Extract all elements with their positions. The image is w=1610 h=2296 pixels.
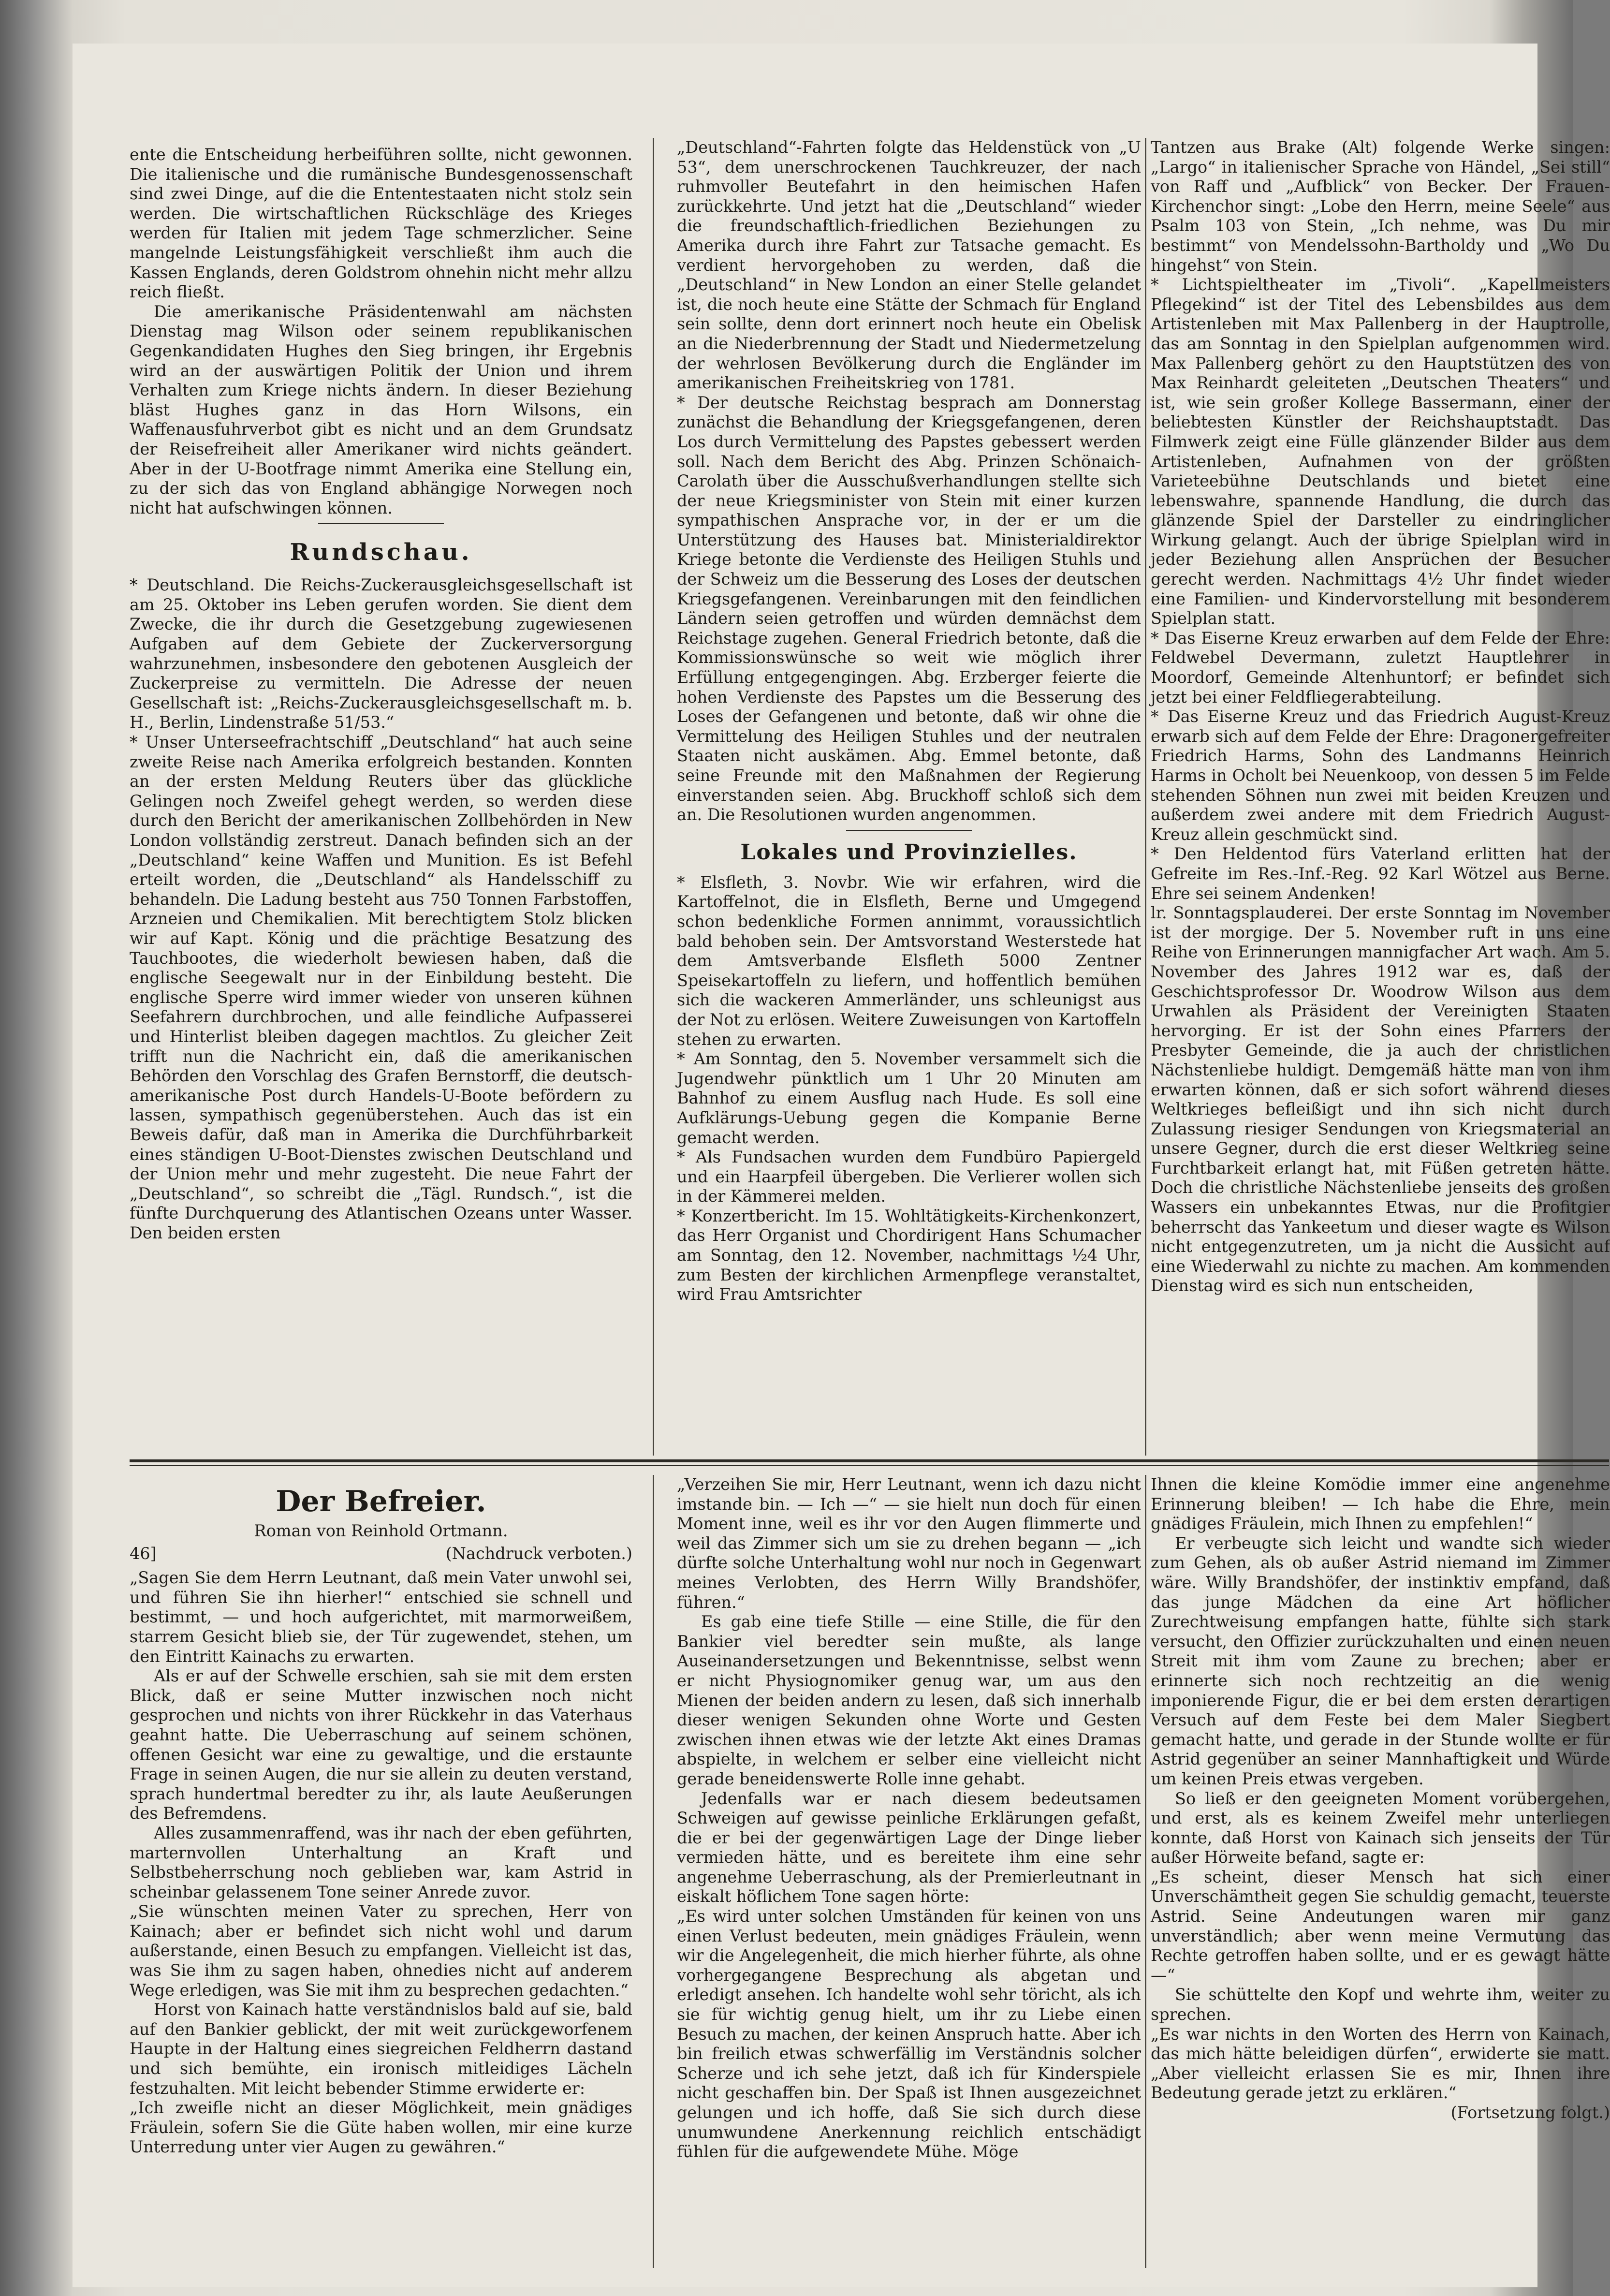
article-text: Tantzen aus Brake (Alt) folgende Werke singen: „Largo“ in italienischer Sprache von Händel, „Sei still“ von Raff und „Aufblick“ von Becker. Der Frauen-Kirchenchor singt: „Lobe den Herrn, meine Seele“ aus Psalm 103 von Stein, „Ich nehme, was Du mir bestimmt“ von Mendelssohn-Bartholdy und „Wo Du hingehst“ von Stein.: [1151, 138, 1610, 275]
column-1-top: [130, 145, 632, 1456]
novel-text: „Sagen Sie dem Herrn Leutnant, daß mein Vater unwohl sei, und führen Sie ihn hierher!“ entschied sie schnell und bestimmt, — und hoch aufgerichtet, mit marmorweißem, starrem Gesicht blieb sie, der Tür zugewendet, stehen, um den Eintritt Kainachs zu erwarten.: [130, 1568, 632, 1666]
novel-meta: [130, 1544, 632, 1564]
article-text: * Unser Unterseefrachtschiff „Deutschland“ hat auch seine zweite Reise nach Amerika erfolgreich bestanden. Konnten an der ersten Meldung Reuters über das glückliche Gelingen noch Zweifel gehegt werden, so werden diese durch den Bericht der amerikanischen Zollbehörden in New London vollständig zerstreut. Danach befinden sich an der „Deutschland“ keine Waffen und Munition. Es ist Befehl erteilt worden, die „Deutschland“ als Handelsschiff zu behandeln. Die Ladung besteht aus 750 Tonnen Farbstoffen, Arzneien und Chemikalien. Mit berechtigtem Stolz blicken wir auf Kapt. König und die prächtige Besatzung des Tauchbootes, die wiederholt bewiesen haben, daß die englische Seegewalt nur in der Einbildung besteht. Die englische Sperre wird immer wieder von unseren kühnen Seefahrern durchbrochen, und alle feindliche Aufpasserei und Hinterlist bleiben dagegen machtlos. Zu gleicher Zeit trifft nun die Nachricht ein, daß die amerikanischen Behörden den Vorschlag des Grafen Bernstorff, die deutsch-amerikanische Post durch Handels-U-Boote befördern zu lassen, sympathisch gegenüberstehen. Auch das ist ein Beweis dafür, daß man in Amerika die Durchführbarkeit eines ständigen U-Boot-Dienstes zwischen Deutschland und der Union mehr und mehr zugesteht. Die neue Fahrt der „Deutschland“, so schreibt die „Tägl. Rundsch.“, ist die fünfte Durchquerung des Atlantischen Ozeans unter Wasser. Den beiden ersten: [130, 733, 632, 1242]
article-text: * Das Eiserne Kreuz erwarben auf dem Felde der Ehre: Feldwebel Devermann, zuletzt Hauptlehrer in Moordorf, Gemeinde Altenhuntorf; er befindet sich jetzt bei einer Feldfliegerabteilung.: [1151, 628, 1610, 706]
novel-text: „Es scheint, dieser Mensch hat sich einer Unverschämtheit gegen Sie schuldig gemacht, teuerste Astrid. Seine Andeutungen waren mir ganz unverständlich; aber wenn meine Vermutung das Rechte getroffen haben sollte, und er es gewagt hätte —“: [1151, 1867, 1610, 1985]
novel-text: Es gab eine tiefe Stille — eine Stille, die für den Bankier viel beredter sein mußte, als lange Auseinandersetzungen und Bekenntnisse, selbst wenn er nicht Physiognomiker genug war, um aus den Mienen der beiden andern zu lesen, daß sich innerhalb dieser wenigen Sekunden ohne Worte und Gesten zwischen ihnen etwas wie der letzte Akt eines Dramas abspielte, in welchem er selber eine vielleicht nicht gerade beneidenswerte Rolle inne gehabt.: [677, 1612, 1141, 1788]
article-text: * Der deutsche Reichstag besprach am Donnerstag zunächst die Behandlung der Kriegsgefangenen, deren Los durch Vermittelung des Papstes gebessert werden soll. Nach dem Bericht des Abg. Prinzen Schönaich-Carolath über die Ausschußverhandlungen stellte sich der neue Kriegsminister von Stein mit einer kurzen sympathischen Ansprache vor, in der er um die Unterstützung des Hauses bat. Ministerialdirektor Kriege betonte die Verdienste des Heiligen Stuhls und der Schweiz um die Besserung des Loses der deutschen Kriegsgefangenen. Vereinbarungen mit den feindlichen Ländern seien getroffen und würden demnächst dem Reichstage zugehen. General Friedrich betonte, daß die Kommissionswünsche so weit wie möglich ihrer Erfüllung entgegengingen. Abg. Erzberger feierte die hohen Verdienste des Papstes um die Besserung des Loses der Gefangenen und betonte, daß wir ohne die Vermittelung des Heiligen Stuhles und der neutralen Staaten nicht auskämen. Abg. Emmel betonte, daß seine Freunde mit den Maßnahmen der Regierung einverstanden seien. Abg. Bruckhoff schloß sich dem an. Die Resolutionen wurden angenommen.: [677, 393, 1141, 824]
article-text: * Das Eiserne Kreuz und das Friedrich August-Kreuz erwarb sich auf dem Felde der Ehre: Dragonergefreiter Friedrich Harms, Sohn des Landmanns Heinrich Harms in Ocholt bei Neuenkoop, von dessen 5 im Felde stehenden Söhnen nun zwei mit beiden Kreuzen und außerdem zwei andere mit dem Friedrich August-Kreuz allein geschmückt sind.: [1151, 707, 1610, 844]
novel-text: Jedenfalls war er nach diesem bedeutsamen Schweigen auf gewisse peinliche Erklärungen gefaßt, die er bei der gegenwärtigen Lage der Dinge lieber vermieden hätte, und es bereitete ihm eine sehr angenehme Ueberraschung, als der Premierleutnant in eiskalt höflichem Tone sagen hörte:: [677, 1789, 1141, 1906]
novel-column-3: [1151, 1475, 1610, 2278]
novel-column-2: [677, 1475, 1141, 2278]
section-title-rundschau: Rundschau.: [290, 539, 472, 566]
article-text: * Deutschland. Die Reichs-Zuckerausgleichsgesellschaft ist am 25. Oktober ins Leben gerufen worden. Sie dient dem Zwecke, die ihr durch die Gesetzgebung zugewiesenen Aufgaben auf dem Gebiete der Zuckerversorgung wahrzunehmen, insbesondere den gebotenen Ausgleich der Zuckerpreise zu vermitteln. Die Adresse der neuen Gesellschaft ist: „Reichs-Zuckerausgleichsgesellschaft m. b. H., Berlin, Lindenstraße 51/53.“: [130, 575, 632, 732]
newspaper-page: [73, 44, 1610, 2287]
installment-number: 46]: [130, 1544, 157, 1563]
novel-text: Als er auf der Schwelle erschien, sah sie mit dem ersten Blick, daß er seine Mutter inzwischen noch nicht gesprochen und nichts von ihrer Rückkehr in das Vaterhaus geahnt hatte. Die Ueberraschung auf seinem schönen, offenen Gesicht war eine zu gewaltige, und die erstaunte Frage in seinen Augen, die nur sie allein zu deuten verstand, sprach hundertmal beredter zu ihr, als laute Aeußerungen des Befremdens.: [130, 1666, 632, 1823]
article-text: * Als Fundsachen wurden dem Fundbüro Papiergeld und ein Haarpfeil übergeben. Die Verlierer wollen sich in der Kämmerei melden.: [677, 1148, 1141, 1206]
novel-title: Der Befreier.: [276, 1485, 486, 1518]
novel-text: „Ich zweifle nicht an dieser Möglichkeit, mein gnädiges Fräulein, sofern Sie die Güte haben wollen, mir eine kurze Unterredung unter vier Augen zu gewähren.“: [130, 2098, 632, 2157]
column-divider: [1145, 1475, 1146, 2268]
feuilleton-separator: [130, 1465, 1609, 1466]
novel-text: Sie schüttelte den Kopf und wehrte ihm, weiter zu sprechen.: [1151, 1985, 1610, 2024]
novel-text: „Es war nichts in den Worten des Herrn von Kainach, das mich hätte beleidigen dürfen“, erwiderte sie matt. „Aber vielleicht erlassen Sie es mir, Ihnen ihre Bedeutung gerade jetzt zu erklären.“: [1151, 2024, 1610, 2103]
section-title-lokales: Lokales und Provinzielles.: [740, 839, 1078, 865]
reprint-notice: (Nachdruck verboten.): [445, 1544, 632, 1563]
novel-text: „Verzeihen Sie mir, Herr Leutnant, wenn ich dazu nicht imstande bin. — Ich —“ — sie hielt nun doch für einen Moment inne, weil es ihr vor den Augen flimmerte und weil das Zimmer sich um sie zu drehen begann — „ich dürfte solche Unterhaltung wohl nur noch in Gegenwart meines Verlobten, des Herrn Willy Brandshöfer, führen.“: [677, 1475, 1141, 1612]
article-text: * Lichtspieltheater im „Tivoli“. „Kapellmeisters Pflegekind“ ist der Titel des Lebensbildes aus dem Artistenleben mit Max Pallenberg in der Hauptrolle, das am Sonntag in den Spielplan aufgenommen wird. Max Pallenberg gehört zu den Hauptstützen des von Max Reinhardt geleiteten „Deutschen Theaters“ und ist, wie sein großer Kollege Bassermann, einer der beliebtesten Künstler der Reichshauptstadt. Das Filmwerk zeigt eine Fülle glänzender Bilder aus dem Artistenleben, Aufnahmen von der größten Varieteebühne Deutschlands und bietet eine lebenswahre, spannende Handlung, die durch das glänzende Spiel der Darsteller zu eindringlicher Wirkung gelangt. Auch der übrige Spielplan wird in jeder Beziehung allen Ansprüchen der Besucher gerecht werden. Nachmittags 4½ Uhr findet wieder eine Familien- und Kindervorstellung mit besonderem Spielplan statt.: [1151, 275, 1610, 628]
novel-text: Horst von Kainach hatte verständnislos bald auf sie, bald auf den Bankier geblickt, der mit weit zurückgeworfenem Haupte in der Haltung eines siegreichen Feldherrn dastand und sich bemühte, ein ironisch mitleidiges Lächeln festzuhalten. Mit leicht bebender Stimme erwiderte er:: [130, 2000, 632, 2098]
column-2-top: [677, 138, 1141, 1456]
divider: [318, 523, 444, 524]
feuilleton-separator: [130, 1459, 1609, 1462]
novel-text: Alles zusammenraffend, was ihr nach der eben geführten, marternvollen Unterhaltung an Kraft und Selbstbeherrschung noch geblieben war, kam Astrid in scheinbar gelassenem Tone seiner Anrede zuvor.: [130, 1823, 632, 1901]
novel-column-1: [130, 1475, 632, 2278]
column-3-top: [1151, 138, 1610, 1456]
continued-note: (Fortsetzung folgt.): [1450, 2103, 1610, 2122]
article-text: * Am Sonntag, den 5. November versammelt sich die Jugendwehr pünktlich um 1 Uhr 20 Minuten am Bahnhof zu einem Ausflug nach Hude. Es soll eine Aufklärungs-Uebung gegen die Kompanie Berne gemacht werden.: [677, 1049, 1141, 1147]
novel-text: Ihnen die kleine Komödie immer eine angenehme Erinnerung bleiben! — Ich habe die Ehre, mein gnädiges Fräulein, mich Ihnen zu empfehlen!“: [1151, 1475, 1610, 1533]
divider: [846, 830, 972, 831]
column-divider: [653, 138, 654, 1456]
article-text: * Den Heldentod fürs Vaterland erlitten hat der Gefreite im Res.-Inf.-Reg. 92 Karl Wötzel aus Berne. Ehre sei seinem Andenken!: [1151, 844, 1610, 903]
article-text: Die amerikanische Präsidentenwahl am nächsten Dienstag mag Wilson oder seinem republikanischen Gegenkandidaten Hughes den Sieg bringen, ihr Ergebnis wird an der auswärtigen Politik der Union und ihrem Verhalten zum Kriege nichts ändern. In dieser Beziehung bläst Hughes ganz in das Horn Wilsons, ein Waffenausfuhrverbot gibt es nicht und an dem Grundsatz der Reisefreiheit aller Amerikaner wird nichts geändert. Aber in der U-Bootfrage nimmt Amerika eine Stellung ein, zu der sich das von England abhängige Norwegen noch nicht hat aufschwingen können.: [130, 302, 632, 517]
article-text: lr. Sonntagsplauderei. Der erste Sonntag im November ist der morgige. Der 5. November ruft in uns eine Reihe von Erinnerungen mannigfacher Art wach. Am 5. November des Jahres 1912 war es, daß der Geschichtsprofessor Dr. Woodrow Wilson aus dem Urwahlen als Präsident der Vereinigten Staaten hervorging. Er ist der Sohn eines Pfarrers der Presbyter Gemeinde, die ja auch der christlichen Nächstenliebe huldigt. Demgemäß hätte man von ihm erwarten können, daß er sich sofort während dieses Weltkrieges befleißigt und ihn sich nicht durch Zulassung riesiger Sendungen von Kriegsmaterial an unsere Gegner, durch die erst dieser Weltkrieg seine Furchtbarkeit erlangt hat, mit Füßen getreten hätte. Doch die christliche Nächstenliebe jenseits des großen Wassers ein unbekanntes Etwas, nur die Profitgier beherrscht das Yankeetum und dieser wagte es Wilson nicht entgegenzutreten, um ja nicht die Aussicht auf eine Wiederwahl zu nichte zu machen. Am kommenden Dienstag wird es sich nun entscheiden,: [1151, 903, 1610, 1295]
article-text: * Elsfleth, 3. Novbr. Wie wir erfahren, wird die Kartoffelnot, die in Elsfleth, Berne und Umgegend schon bedenkliche Formen annimmt, voraussichtlich bald behoben sein. Der Amtsvorstand Westerstede hat dem Amtsverbande Elsfleth 5000 Zentner Speisekartoffeln zu liefern, und hoffentlich bemühen sich die wackeren Ammerländer, uns schleunigst aus der Not zu erlösen. Weitere Zuweisungen von Kartoffeln stehen zu erwarten.: [677, 872, 1141, 1049]
novel-text: Er verbeugte sich leicht und wandte sich wieder zum Gehen, als ob außer Astrid niemand im Zimmer wäre. Willy Brandshöfer, der instinktiv empfand, daß das junge Mädchen da eine Art höflicher Zurechtweisung empfangen hatte, fühlte sich stark versucht, den Offizier zurückzuhalten und einen neuen Streit mit ihm vom Zaune zu brechen; aber er erinnerte sich noch rechtzeitig an die wenig imponierende Figur, die er bei dem ersten derartigen Versuch auf dem Feste bei dem Maler Siegbert gemacht hatte, und gerade in der Stunde wollte er für Astrid gegenüber an seiner Mannhaftigkeit und Würde um keinen Preis etwas vergeben.: [1151, 1533, 1610, 1788]
column-divider: [1145, 138, 1146, 1456]
article-text: ente die Entscheidung herbeiführen sollte, nicht gewonnen. Die italienische und die rumänische Bundesgenossenschaft sind zwei Dinge, auf die die Ententestaaten nicht stolz sein werden. Die wirtschaftlichen Rückschläge des Krieges werden für Italien mit jedem Tage schmerzlicher. Seine mangelnde Leistungsfähigkeit verschließt ihm auch die Kassen Englands, deren Goldstrom ohnehin nicht mehr allzu reich fließt.: [130, 145, 632, 302]
novel-text: So ließ er den geeigneten Moment vorübergehen, und erst, als es keinem Zweifel mehr unterliegen konnte, daß Horst von Kainach sich jenseits der Tür außer Hörweite befand, sagte er:: [1151, 1789, 1610, 1867]
novel-byline: Roman von Reinhold Ortmann.: [254, 1521, 508, 1540]
column-divider: [653, 1475, 654, 2268]
novel-text: „Sie wünschten meinen Vater zu sprechen, Herr von Kainach; aber er befindet sich nicht wohl und darum außerstande, einen Besuch zu empfangen. Vielleicht ist das, was Sie ihm zu sagen haben, ohnedies nicht auf anderem Wege erledigen, was Sie mit ihm zu besprechen gedachten.“: [130, 1902, 632, 2000]
article-text: „Deutschland“-Fahrten folgte das Heldenstück von „U 53“, dem unerschrockenen Tauchkreuzer, der nach ruhmvoller Beutefahrt in den heimischen Hafen zurückkehrte. Und jetzt hat die „Deutschland“ wieder die freundschaftlich-friedlichen Beziehungen zu Amerika durch ihre Fahrt zur Tatsache gemacht. Es verdient hervorgehoben zu werden, daß die „Deutschland“ in New London an einer Stelle gelandet ist, die noch heute eine Stätte der Schmach für England sein sollte, denn dort erinnert noch heute ein Obelisk an die Niederbrennung der Stadt und Niedermetzelung der wehrlosen Bevölkerung durch die Engländer im amerikanischen Freiheitskrieg von 1781.: [677, 138, 1141, 393]
article-text: * Konzertbericht. Im 15. Wohltätigkeits-Kirchenkonzert, das Herr Organist und Chordirigent Hans Schumacher am Sonntag, den 12. November, nachmittags ½4 Uhr, zum Besten der kirchlichen Armenpflege veranstaltet, wird Frau Amtsrichter: [677, 1206, 1141, 1304]
novel-text: „Es wird unter solchen Umständen für keinen von uns einen Verlust bedeuten, mein gnädiges Fräulein, wenn wir die Angelegenheit, die mich hierher führte, als ohne vorhergegangene Besprechung als abgetan und erledigt ansehen. Ich handelte wohl sehr töricht, als ich sie für wichtig genug hielt, um ihr zu Liebe einen Besuch zu machen, der keinen Anspruch hatte. Aber ich bin freilich etwas schwerfällig im Verständnis solcher Scherze und ich sehe jetzt, daß ich für Kinderspiele nicht geschaffen bin. Der Spaß ist Ihnen ausgezeichnet gelungen und ich hoffe, daß Sie sich durch diese unumwundene Anerkennung reichlich entschädigt fühlen für die aufgewendete Mühe. Möge: [677, 1907, 1141, 2162]
